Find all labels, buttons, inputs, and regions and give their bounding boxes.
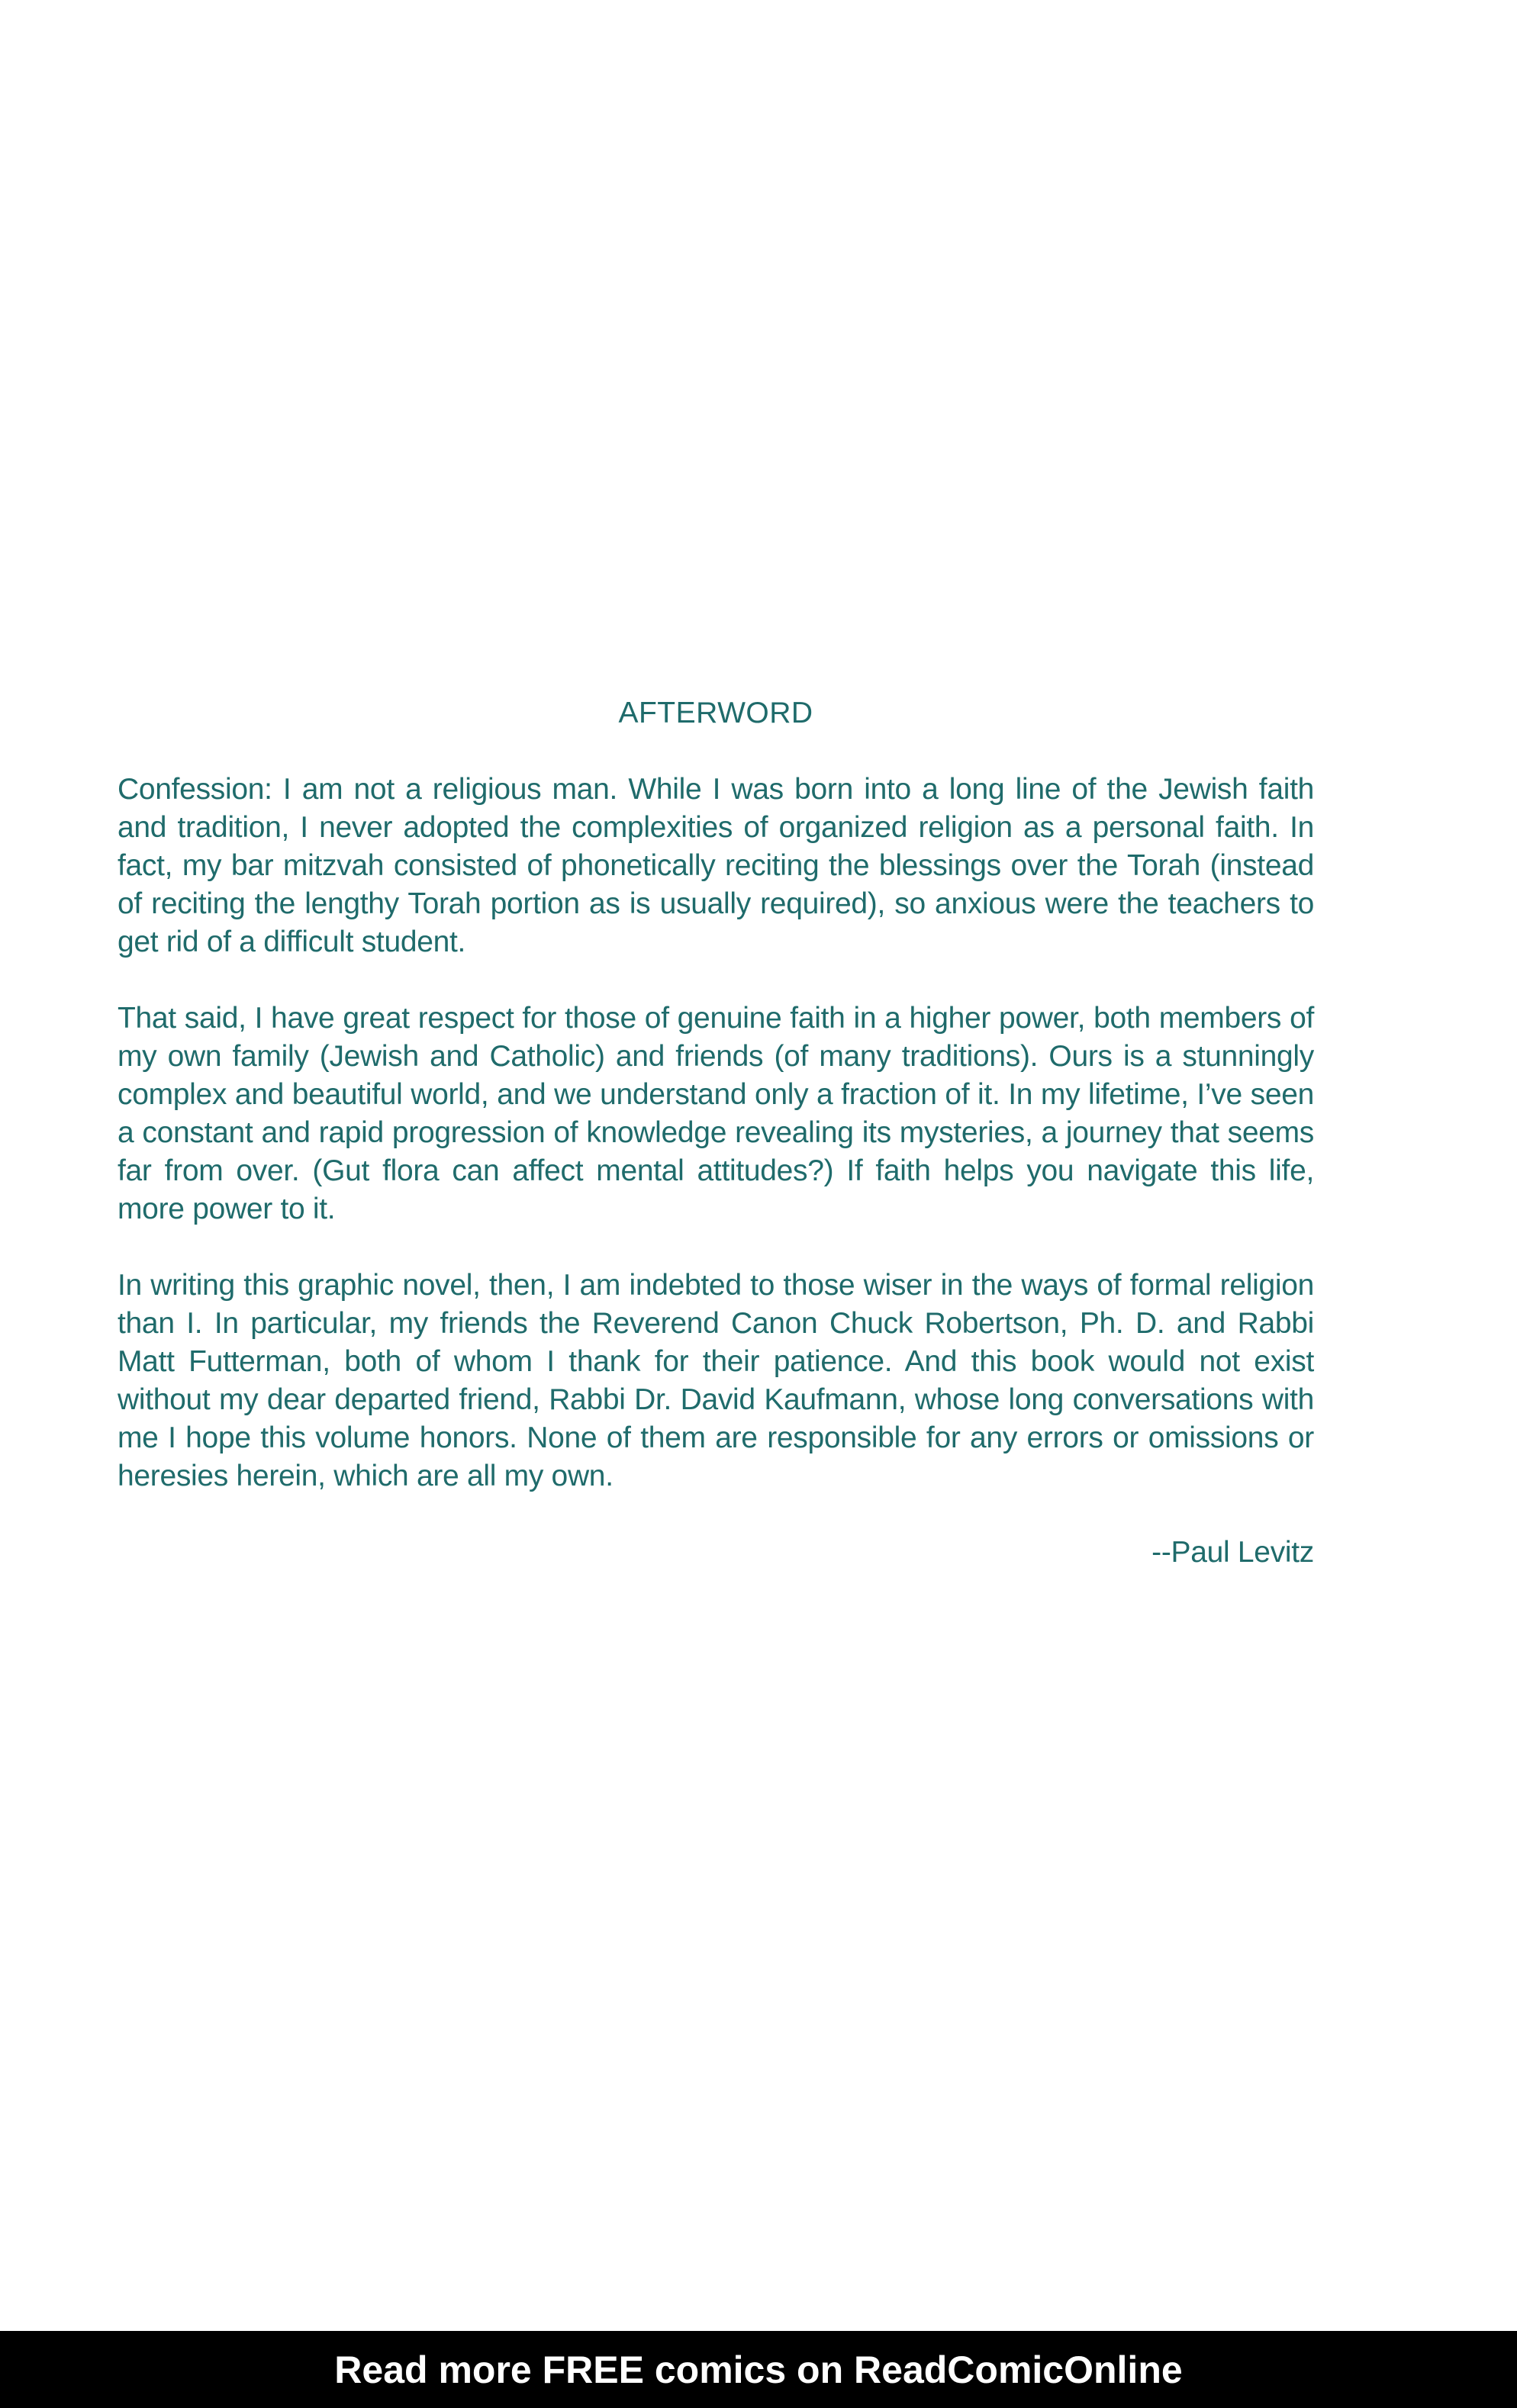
author-signature: --Paul Levitz (1151, 1536, 1314, 1569)
afterword-paragraph-3: In writing this graphic novel, then, I am indebted to those wiser in the ways of formal religion than I. In particular, my friends the Reverend Canon Chuck Robertson, Ph. D. and Rabbi Matt Futterman, both of whom I thank for their patience. And this book would not exist without my dear departed friend, Rabbi Dr. David Kaufmann, whose long conversations with me I hope this volume honors. None of them are responsible for any errors or omissions or heresies herein, which are all my own. (118, 1269, 1314, 1492)
promo-banner-text[interactable]: Read more FREE comics on ReadComicOnline (334, 2348, 1183, 2391)
afterword-paragraph-1: Confession: I am not a religious man. While I was born into a long line of the Jewish faith and tradition, I never adopted the complexities of organized religion as a personal faith. In fact, my bar mitzvah consisted of phonetically reciting the blessings over the Torah (instead of reciting the lengthy Torah portion as is usually required), so anxious were the teachers to get rid of a difficult student. (118, 773, 1314, 958)
afterword-title: AFTERWORD (618, 697, 813, 729)
promo-banner[interactable] (0, 2331, 1517, 2408)
afterword-section (118, 694, 1314, 1572)
afterword-paragraph-2: That said, I have great respect for those of genuine faith in a higher power, both members of my own family (Jewish and Catholic) and friends (of many traditions). Ours is a stunningly complex and beautiful world, and we understand only a fraction of it. In my lifetime, I’ve seen a constant and rapid progression of knowledge revealing its mysteries, a journey that seems far from over. (Gut flora can affect mental attitudes?) If faith helps you navigate this life, more power to it. (118, 1002, 1314, 1225)
